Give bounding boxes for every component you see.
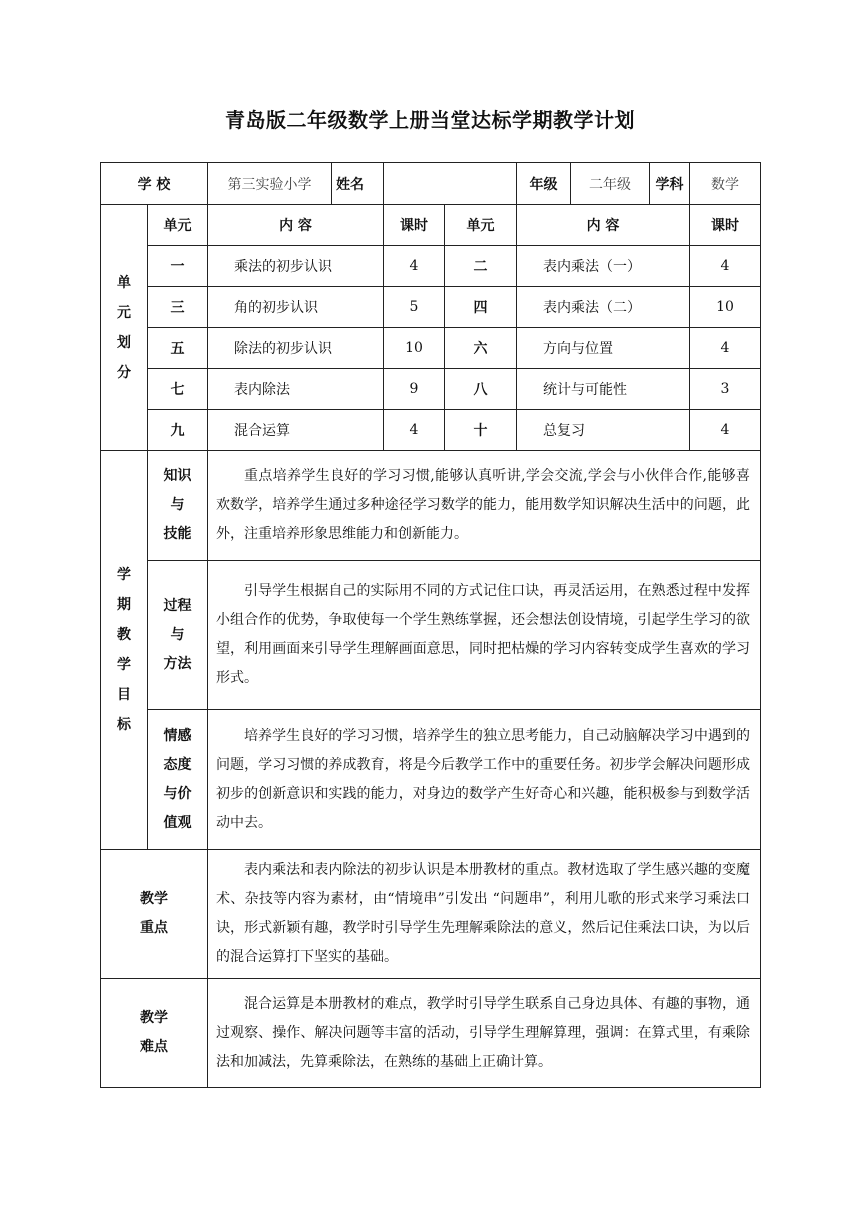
units-header-row [101,205,761,246]
page-title: 青岛版二年级数学上册当堂达标学期教学计划 [225,108,635,132]
goal-row-process [101,561,761,710]
unit-hours: 4 [384,410,445,451]
unit-number: 三 [148,287,208,328]
unit-hours: 10 [384,328,445,369]
unit-number: 四 [445,287,517,328]
grade-value: 二年级 [571,163,650,205]
hours-header: 课时 [690,205,761,246]
unit-content: 表内乘法（二） [517,287,690,328]
subject-value: 数学 [690,163,761,205]
unit-hours: 4 [690,246,761,287]
unit-hours: 5 [384,287,445,328]
units-section-label: 单 元 划 分 [101,205,148,451]
unit-number: 六 [445,328,517,369]
unit-hours: 3 [690,369,761,410]
unit-hours: 4 [384,246,445,287]
goal-row-knowledge [101,451,761,561]
goal-text-attitude: 培养学生良好的学习习惯，培养学生的独立思考能力，自己动脑解决学习中遇到的问题，学习习惯的养成教育，将是今后教学工作中的重要任务。初步学会解决问题形成初步的创新意识和实践的能力，对身边的数学产生好奇心和兴趣，能积极参与到数学活动中去。 [208,710,761,850]
unit-hours: 4 [690,410,761,451]
unit-content: 除法的初步认识 [208,328,384,369]
unit-content: 乘法的初步认识 [208,246,384,287]
unit-row [101,287,761,328]
unit-hours: 9 [384,369,445,410]
name-label: 姓名 [332,163,384,205]
key-points-label: 教学 重点 [101,850,208,979]
unit-content: 总复习 [517,410,690,451]
key-points-text: 表内乘法和表内除法的初步认识是本册教材的重点。教材选取了学生感兴趣的变魔术、杂技等内容为素材，由“情境串”引发出 “问题串”，利用儿歌的形式来学习乘法口诀，形式新颖有趣，教学时引导学生先理解乘除法的意义，然后记住乘法口诀，为以后的混合运算打下坚实的基础。 [208,850,761,979]
unit-row [101,410,761,451]
unit-number: 二 [445,246,517,287]
goal-text-knowledge: 重点培养学生良好的学习习惯,能够认真听讲,学会交流,学会与小伙伴合作,能够喜欢数学，培养学生通过多种途径学习数学的能力，能用数学知识解决生活中的问题，此外，注重培养形象思维能力和创新能力。 [208,451,761,561]
unit-number: 八 [445,369,517,410]
goal-label-knowledge: 知识 与 技能 [148,451,208,561]
content-header: 内 容 [517,205,690,246]
goal-row-attitude [101,710,761,850]
unit-content: 表内乘法（一） [517,246,690,287]
unit-number: 十 [445,410,517,451]
unit-hours: 4 [690,328,761,369]
content-header: 内 容 [208,205,384,246]
grade-label: 年级 [517,163,571,205]
unit-number: 一 [148,246,208,287]
difficulties-row [101,979,761,1088]
key-points-row [101,850,761,979]
unit-row [101,328,761,369]
school-value: 第三实验小学 [208,163,332,205]
unit-number: 九 [148,410,208,451]
unit-header: 单元 [445,205,517,246]
info-row [101,163,761,205]
unit-content: 表内除法 [208,369,384,410]
unit-number: 五 [148,328,208,369]
goal-label-attitude: 情感 态度 与价 值观 [148,710,208,850]
unit-content: 混合运算 [208,410,384,451]
school-label: 学 校 [101,163,208,205]
unit-row [101,246,761,287]
hours-header: 课时 [384,205,445,246]
difficulties-label: 教学 难点 [101,979,208,1088]
unit-content: 角的初步认识 [208,287,384,328]
subject-label: 学科 [650,163,690,205]
unit-row [101,369,761,410]
goal-text-process: 引导学生根据自己的实际用不同的方式记住口诀，再灵活运用，在熟悉过程中发挥小组合作的优势，争取使每一个学生熟练掌握，还会想法创设情境，引起学生学习的欲望，利用画面来引导学生理解画面意思，同时把枯燥的学习内容转变成学生喜欢的学习形式。 [208,561,761,710]
unit-number: 七 [148,369,208,410]
difficulties-text: 混合运算是本册教材的难点，教学时引导学生联系自己身边具体、有趣的事物，通过观察、操作、解决问题等丰富的活动，引导学生理解算理，强调：在算式里，有乘除法和加减法，先算乘除法，在熟练的基础上正确计算。 [208,979,761,1088]
goal-label-process: 过程 与 方法 [148,561,208,710]
unit-content: 统计与可能性 [517,369,690,410]
goals-section-label: 学 期 教 学 目 标 [101,451,148,850]
unit-content: 方向与位置 [517,328,690,369]
name-value [384,163,517,205]
unit-hours: 10 [690,287,761,328]
unit-header: 单元 [148,205,208,246]
teaching-plan-table [100,162,761,1088]
